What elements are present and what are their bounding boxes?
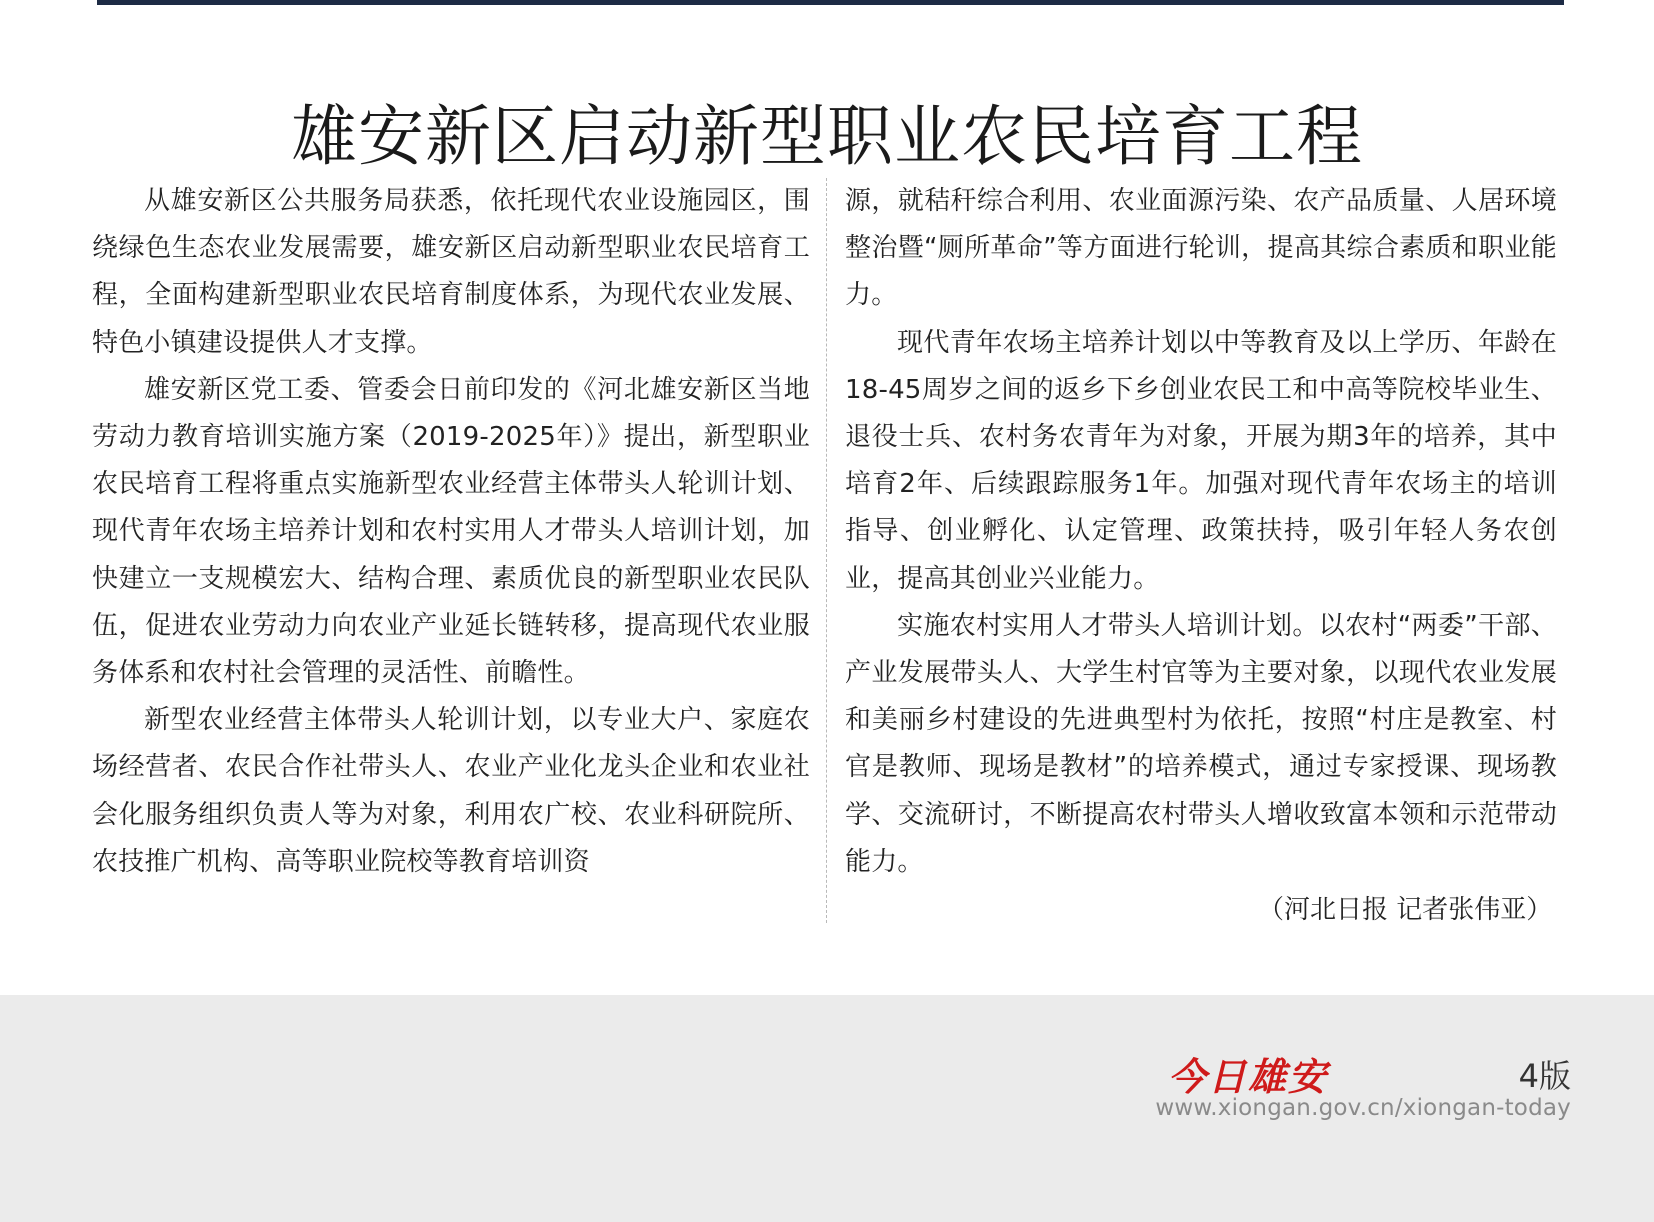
newspaper-logo: 今日雄安 bbox=[1168, 1054, 1329, 1099]
column-divider bbox=[826, 178, 827, 923]
article-title: 雄安新区启动新型职业农民培育工程 bbox=[291, 98, 1363, 176]
page-number: 4版 bbox=[1518, 1057, 1571, 1095]
article-column-left bbox=[92, 178, 810, 886]
paragraph-4: 现代青年农场主培养计划以中等教育及以上学历、年龄在18-45周岁之间的返乡下乡创业农民工和中高等院校毕业生、退役士兵、农村务农青年为对象，开展为期3年的培养，其中培育2年、后续跟踪服务1年。加强对现代青年农场主的培训指导、创业孵化、认定管理、政策扶持，吸引年轻人务农创业，提高其创业兴业能力。 bbox=[845, 327, 1557, 594]
paragraph-2: 雄安新区党工委、管委会日前印发的《河北雄安新区当地劳动力教育培训实施方案（2019-2025年）》提出，新型职业农民培育工程将重点实施新型农业经营主体带头人轮训计划、现代青年农场主培养计划和农村实用人才带头人培训计划，加快建立一支规模宏大、结构合理、素质优良的新型职业农民队伍，促进农业劳动力向农业产业延长链转移，提高现代农业服务体系和农村社会管理的灵活性、前瞻性。 bbox=[92, 374, 810, 689]
site-url-link[interactable]: www.xiongan.gov.cn/xiongan-today bbox=[1155, 1095, 1571, 1121]
article-column-right bbox=[845, 178, 1557, 886]
top-rule bbox=[97, 0, 1564, 5]
paragraph-1: 从雄安新区公共服务局获悉，依托现代农业设施园区，围绕绿色生态农业发展需要，雄安新区启动新型职业农民培育工程，全面构建新型职业农民培育制度体系，为现代农业发展、特色小镇建设提供人才支撑。 bbox=[92, 186, 810, 358]
paragraph-5: 实施农村实用人才带头人培训计划。以农村“两委”干部、产业发展带头人、大学生村官等为主要对象，以现代农业发展和美丽乡村建设的先进典型村为依托，按照“村庄是教室、村官是教师、现场是教材”的培养模式，通过专家授课、现场教学、交流研讨，不断提高农村带头人增收致富本领和示范带动能力。 bbox=[845, 610, 1557, 877]
paragraph-3: 新型农业经营主体带头人轮训计划，以专业大户、家庭农场经营者、农民合作社带头人、农业产业化龙头企业和农业社会化服务组织负责人等为对象，利用农广校、农业科研院所、农技推广机构、高等职业院校等教育培训资 bbox=[92, 705, 810, 877]
paragraph-3-continued: 源，就秸秆综合利用、农业面源污染、农产品质量、人居环境整治暨“厕所革命”等方面进行轮训，提高其综合素质和职业能力。 bbox=[845, 186, 1557, 311]
article-byline: （河北日报 记者张伟亚） bbox=[1258, 895, 1553, 925]
